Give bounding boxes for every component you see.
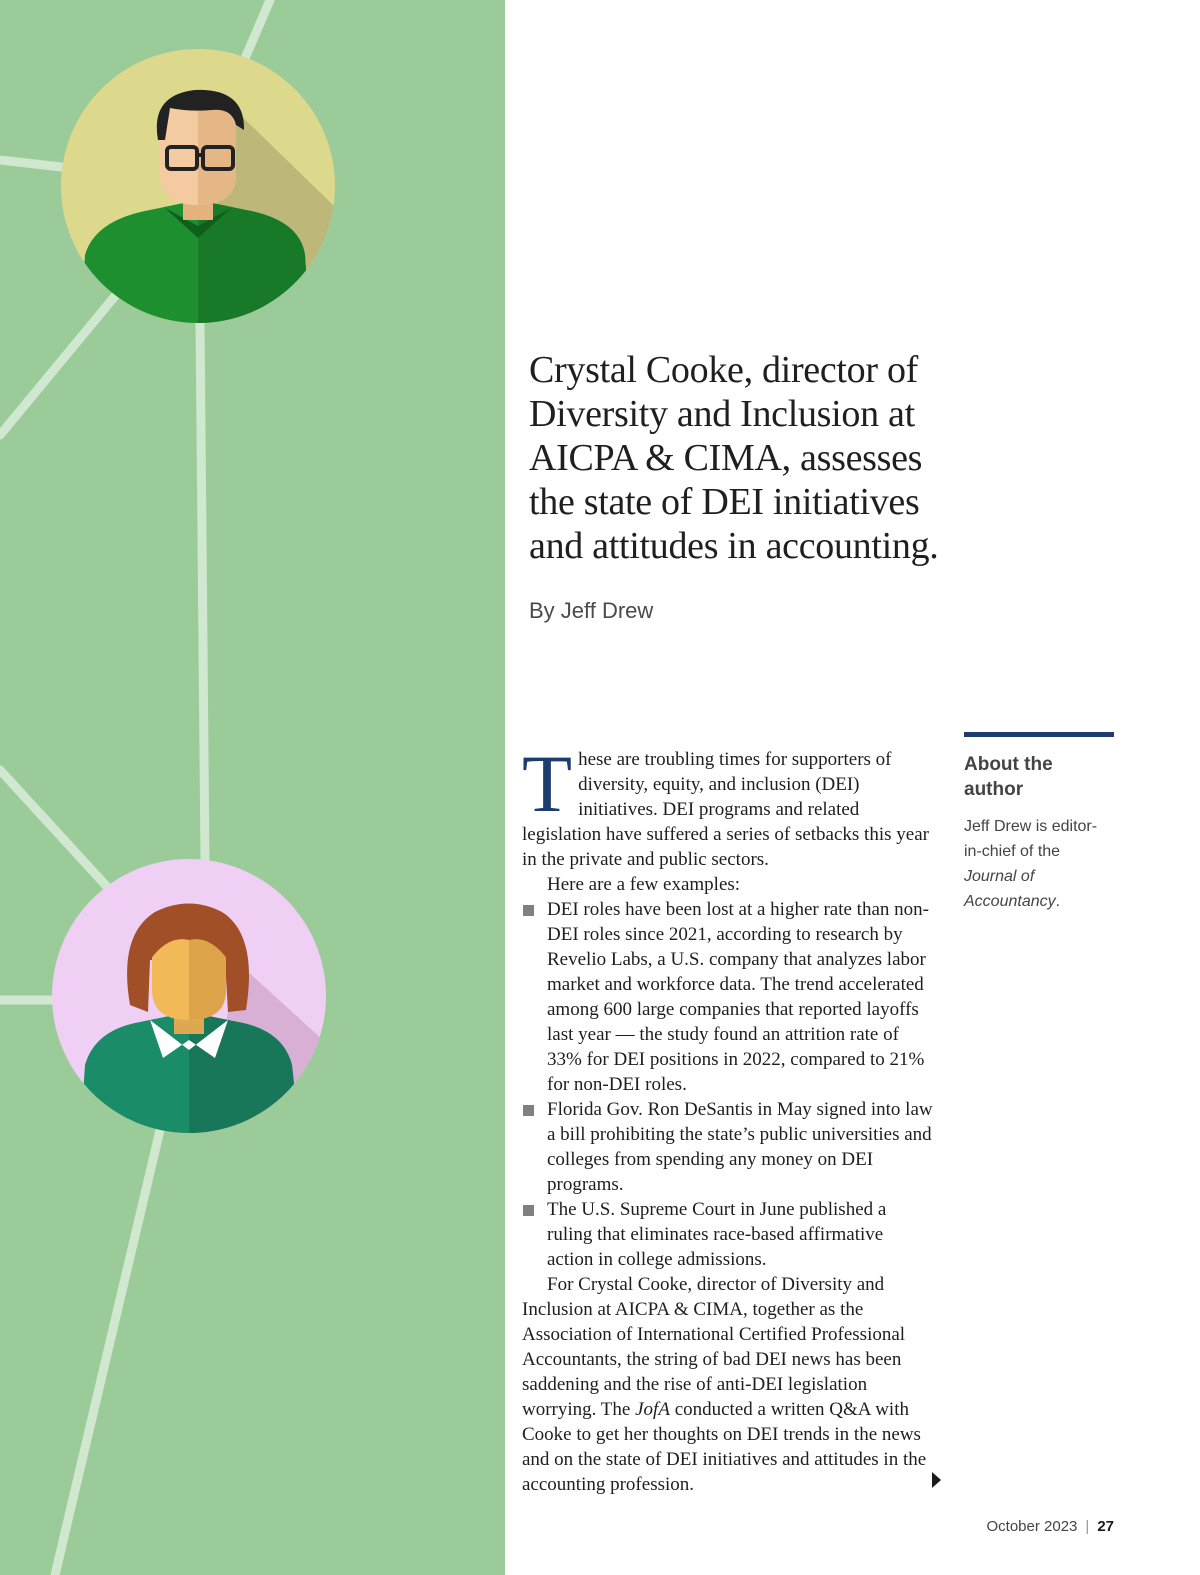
examples-list bbox=[522, 897, 934, 1272]
byline: By Jeff Drew bbox=[529, 598, 654, 623]
issue-date: October 2023 bbox=[986, 1518, 1078, 1535]
sidebar-text-end: . bbox=[1055, 893, 1061, 910]
square-bullet-icon bbox=[523, 1105, 534, 1116]
network-illustration bbox=[0, 0, 505, 1575]
illustration-panel bbox=[0, 0, 505, 1575]
list-item bbox=[522, 1197, 934, 1272]
article-body bbox=[522, 738, 934, 1497]
continue-arrow-icon bbox=[932, 1472, 941, 1488]
page-number: 27 bbox=[1097, 1518, 1114, 1535]
list-item-text: The U.S. Supreme Court in June published a ruling that eliminates race-based affirmative action in college admissions. bbox=[547, 1199, 887, 1270]
square-bullet-icon bbox=[523, 1205, 534, 1216]
sidebar-rule bbox=[964, 732, 1114, 737]
sidebar-text bbox=[964, 814, 1114, 914]
folio-separator: | bbox=[1085, 1518, 1090, 1535]
sidebar-title: About the author bbox=[964, 754, 1053, 800]
woman-avatar-icon bbox=[52, 859, 400, 1140]
closing-text-end: conducted a written Q&A with Cooke to get her thoughts on DEI trends in the news and on the state of DEI initiatives and attitudes in the accounting profession. bbox=[522, 1399, 927, 1495]
sidebar-text-start: Jeff Drew is editor-in-chief of the bbox=[964, 818, 1098, 860]
closing-paragraph bbox=[522, 1272, 934, 1497]
intro-paragraph bbox=[522, 738, 934, 872]
list-item bbox=[522, 1097, 934, 1197]
article-deck: Crystal Cooke, director of Diversity and Inclusion at AICPA & CIMA, assesses the state of DEI initiatives and attitudes in accounting. bbox=[529, 349, 939, 567]
about-author-sidebar bbox=[964, 732, 1114, 914]
list-item-text: Florida Gov. Ron DeSantis in May signed into law a bill prohibiting the state’s public universities and colleges from spending any money on DEI programs. bbox=[547, 1099, 933, 1195]
drop-cap: T bbox=[522, 738, 573, 829]
list-item bbox=[522, 897, 934, 1097]
man-avatar-icon bbox=[61, 49, 400, 330]
folio bbox=[987, 1518, 1115, 1535]
publication-abbrev: JofA bbox=[635, 1399, 670, 1420]
intro-text: hese are troubling times for supporters of diversity, equity, and inclusion (DEI) initiatives. DEI programs and related legislation have suffered a series of setbacks this year in the private and public sectors. bbox=[522, 749, 929, 870]
list-item-text: DEI roles have been lost at a higher rate than non-DEI roles since 2021, according to research by Revelio Labs, a U.S. company that analyzes labor market and workforce data. The trend accelerated among 600 large companies that reported layoffs last year — the study found an attrition rate of 33% for DEI positions in 2022, compared to 21% for non-DEI roles. bbox=[547, 899, 929, 1095]
examples-lead: Here are a few examples: bbox=[547, 874, 741, 895]
square-bullet-icon bbox=[523, 905, 534, 916]
sidebar-publication: Journal of Accountancy bbox=[964, 868, 1056, 910]
closing-text-start: For Crystal Cooke, director of Diversity and Inclusion at AICPA & CIMA, together as the Association of International Certified Professional Accountants, the string of bad DEI news has been saddening and the rise of anti-DEI legislation worrying. The bbox=[522, 1274, 906, 1420]
